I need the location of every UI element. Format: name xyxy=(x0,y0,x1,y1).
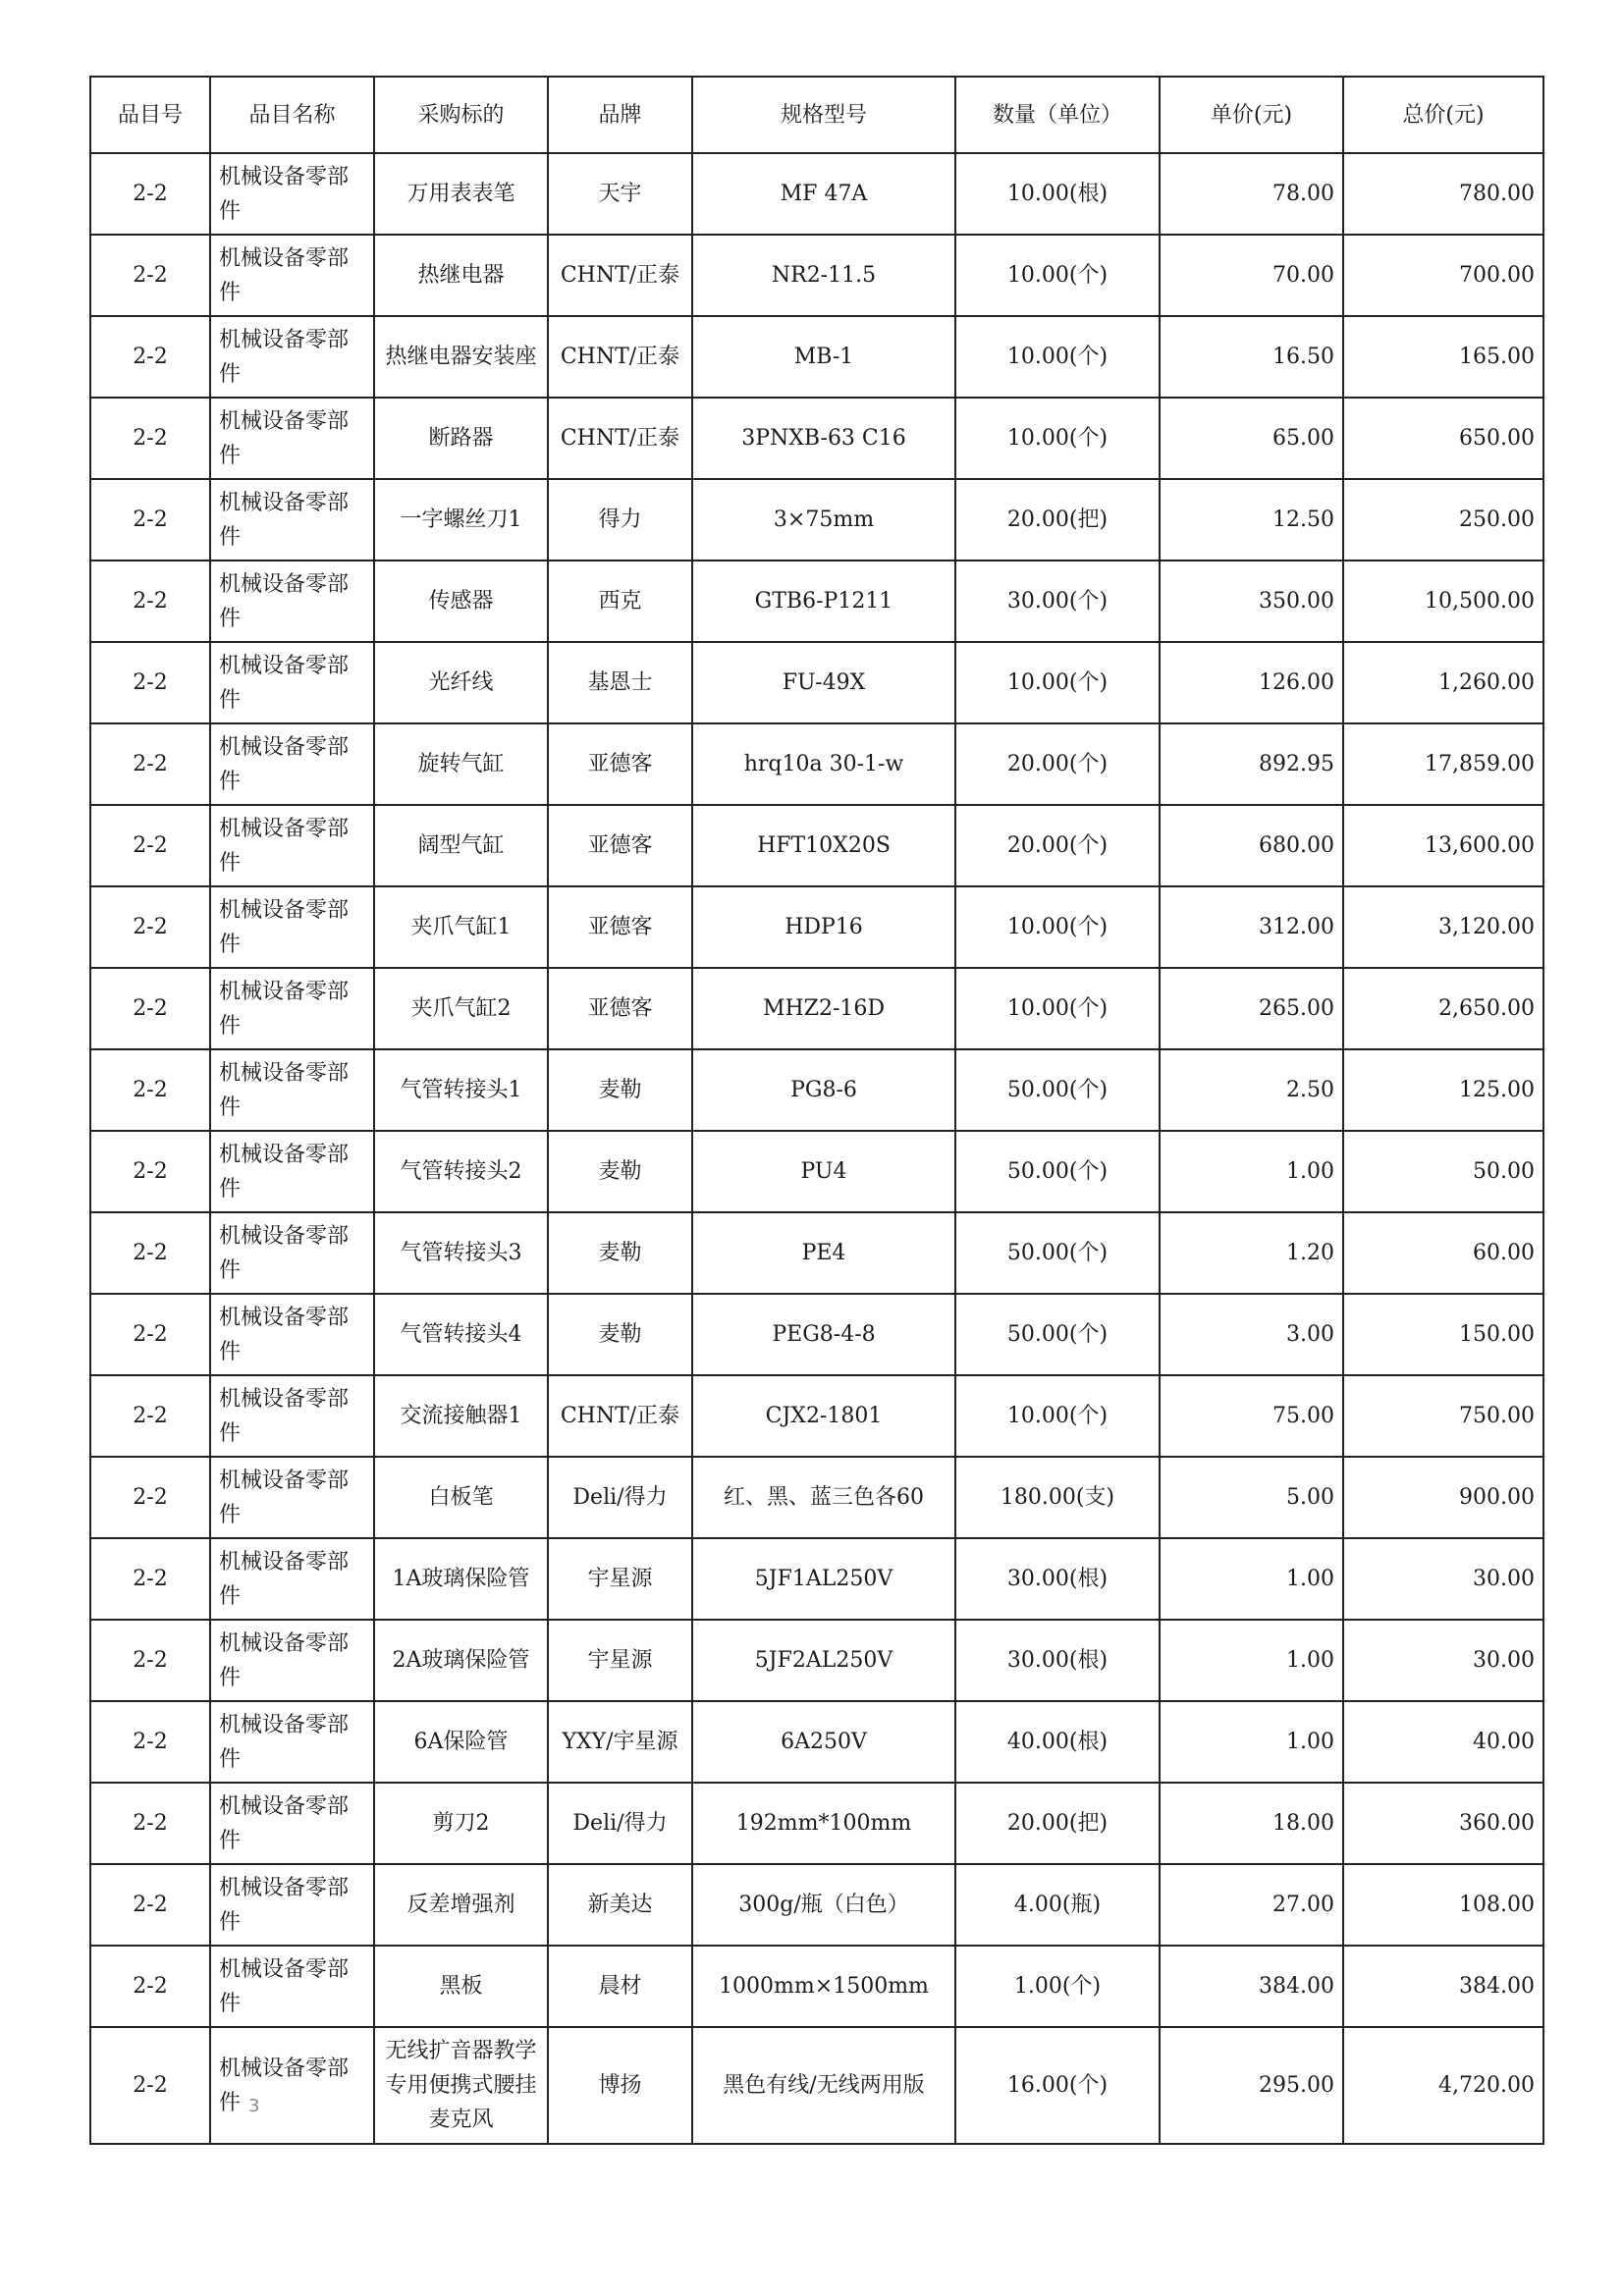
cell-item-name: 机械设备零部件 xyxy=(210,1620,374,1701)
cell-unit-price: 3.00 xyxy=(1160,1294,1343,1375)
cell-unit-price: 1.00 xyxy=(1160,1538,1343,1620)
cell-spec-model: hrq10a 30-1-w xyxy=(692,723,955,805)
cell-brand: 晨材 xyxy=(548,1946,692,2027)
cell-quantity: 1.00(个) xyxy=(955,1946,1160,2027)
header-quantity: 数量（单位） xyxy=(955,77,1160,153)
cell-spec-model: HFT10X20S xyxy=(692,805,955,886)
cell-total-price: 780.00 xyxy=(1343,153,1543,235)
table-row xyxy=(90,316,1543,398)
cell-spec-model: 黑色有线/无线两用版 xyxy=(692,2027,955,2144)
cell-brand: 麦勒 xyxy=(548,1049,692,1131)
cell-procurement-target: 传感器 xyxy=(374,561,548,642)
cell-brand: 宇星源 xyxy=(548,1620,692,1701)
cell-brand: 新美达 xyxy=(548,1864,692,1946)
table-row xyxy=(90,1212,1543,1294)
cell-item-code: 2-2 xyxy=(90,1538,210,1620)
table-row xyxy=(90,642,1543,723)
header-item-name: 品目名称 xyxy=(210,77,374,153)
table-row xyxy=(90,1701,1543,1783)
cell-quantity: 50.00(个) xyxy=(955,1212,1160,1294)
cell-unit-price: 18.00 xyxy=(1160,1783,1343,1864)
page-number: 3 xyxy=(248,2096,260,2116)
cell-brand: 基恩士 xyxy=(548,642,692,723)
table-row xyxy=(90,723,1543,805)
cell-procurement-target: 1A玻璃保险管 xyxy=(374,1538,548,1620)
cell-item-name: 机械设备零部件 xyxy=(210,1212,374,1294)
table-row xyxy=(90,1457,1543,1538)
cell-quantity: 20.00(把) xyxy=(955,1783,1160,1864)
cell-brand: 宇星源 xyxy=(548,1538,692,1620)
cell-item-code: 2-2 xyxy=(90,1049,210,1131)
cell-item-code: 2-2 xyxy=(90,1457,210,1538)
cell-item-name: 机械设备零部件 xyxy=(210,1294,374,1375)
cell-quantity: 20.00(个) xyxy=(955,805,1160,886)
cell-brand: 亚德客 xyxy=(548,886,692,968)
procurement-table xyxy=(89,76,1544,2145)
cell-spec-model: GTB6-P1211 xyxy=(692,561,955,642)
table-row xyxy=(90,561,1543,642)
cell-total-price: 384.00 xyxy=(1343,1946,1543,2027)
cell-total-price: 750.00 xyxy=(1343,1375,1543,1457)
cell-quantity: 30.00(根) xyxy=(955,1620,1160,1701)
cell-total-price: 4,720.00 xyxy=(1343,2027,1543,2144)
cell-spec-model: 5JF1AL250V xyxy=(692,1538,955,1620)
cell-item-name: 机械设备零部件 xyxy=(210,479,374,561)
cell-procurement-target: 夹爪气缸2 xyxy=(374,968,548,1049)
cell-item-name: 机械设备零部件 xyxy=(210,1701,374,1783)
cell-spec-model: PG8-6 xyxy=(692,1049,955,1131)
cell-total-price: 700.00 xyxy=(1343,235,1543,316)
cell-procurement-target: 热继电器安装座 xyxy=(374,316,548,398)
cell-brand: 麦勒 xyxy=(548,1131,692,1212)
cell-brand: Deli/得力 xyxy=(548,1783,692,1864)
cell-unit-price: 1.20 xyxy=(1160,1212,1343,1294)
cell-procurement-target: 黑板 xyxy=(374,1946,548,2027)
cell-unit-price: 12.50 xyxy=(1160,479,1343,561)
cell-quantity: 10.00(个) xyxy=(955,235,1160,316)
cell-procurement-target: 一字螺丝刀1 xyxy=(374,479,548,561)
cell-procurement-target: 气管转接头4 xyxy=(374,1294,548,1375)
cell-item-name: 机械设备零部件 xyxy=(210,968,374,1049)
cell-spec-model: MB-1 xyxy=(692,316,955,398)
table-row xyxy=(90,235,1543,316)
cell-unit-price: 126.00 xyxy=(1160,642,1343,723)
table-row xyxy=(90,398,1543,479)
cell-brand: 博扬 xyxy=(548,2027,692,2144)
cell-item-name: 机械设备零部件 xyxy=(210,1783,374,1864)
cell-unit-price: 27.00 xyxy=(1160,1864,1343,1946)
cell-total-price: 250.00 xyxy=(1343,479,1543,561)
cell-item-name: 机械设备零部件 xyxy=(210,723,374,805)
table-row xyxy=(90,968,1543,1049)
table-row xyxy=(90,1864,1543,1946)
cell-procurement-target: 旋转气缸 xyxy=(374,723,548,805)
cell-quantity: 20.00(个) xyxy=(955,723,1160,805)
cell-quantity: 4.00(瓶) xyxy=(955,1864,1160,1946)
cell-unit-price: 5.00 xyxy=(1160,1457,1343,1538)
cell-unit-price: 2.50 xyxy=(1160,1049,1343,1131)
cell-procurement-target: 白板笔 xyxy=(374,1457,548,1538)
cell-item-name: 机械设备零部件 xyxy=(210,1538,374,1620)
cell-unit-price: 265.00 xyxy=(1160,968,1343,1049)
table-body xyxy=(90,153,1543,2144)
cell-spec-model: PE4 xyxy=(692,1212,955,1294)
cell-item-code: 2-2 xyxy=(90,642,210,723)
cell-unit-price: 16.50 xyxy=(1160,316,1343,398)
cell-item-code: 2-2 xyxy=(90,479,210,561)
cell-spec-model: 红、黑、蓝三色各60 xyxy=(692,1457,955,1538)
table-row xyxy=(90,1294,1543,1375)
cell-quantity: 50.00(个) xyxy=(955,1049,1160,1131)
cell-spec-model: PEG8-4-8 xyxy=(692,1294,955,1375)
cell-procurement-target: 气管转接头1 xyxy=(374,1049,548,1131)
cell-item-code: 2-2 xyxy=(90,1783,210,1864)
cell-item-name: 机械设备零部件 xyxy=(210,2027,374,2144)
cell-item-code: 2-2 xyxy=(90,235,210,316)
cell-procurement-target: 阔型气缸 xyxy=(374,805,548,886)
cell-quantity: 30.00(根) xyxy=(955,1538,1160,1620)
table-row xyxy=(90,1049,1543,1131)
cell-item-code: 2-2 xyxy=(90,1212,210,1294)
cell-item-code: 2-2 xyxy=(90,398,210,479)
cell-item-name: 机械设备零部件 xyxy=(210,1131,374,1212)
table-row xyxy=(90,805,1543,886)
cell-quantity: 10.00(个) xyxy=(955,316,1160,398)
cell-item-name: 机械设备零部件 xyxy=(210,805,374,886)
cell-procurement-target: 剪刀2 xyxy=(374,1783,548,1864)
cell-procurement-target: 6A保险管 xyxy=(374,1701,548,1783)
cell-item-code: 2-2 xyxy=(90,1864,210,1946)
cell-total-price: 13,600.00 xyxy=(1343,805,1543,886)
table-row xyxy=(90,1538,1543,1620)
table-row xyxy=(90,479,1543,561)
cell-total-price: 50.00 xyxy=(1343,1131,1543,1212)
cell-unit-price: 312.00 xyxy=(1160,886,1343,968)
header-spec-model: 规格型号 xyxy=(692,77,955,153)
cell-item-code: 2-2 xyxy=(90,723,210,805)
cell-item-name: 机械设备零部件 xyxy=(210,1946,374,2027)
cell-procurement-target: 气管转接头3 xyxy=(374,1212,548,1294)
cell-unit-price: 75.00 xyxy=(1160,1375,1343,1457)
cell-procurement-target: 反差增强剂 xyxy=(374,1864,548,1946)
cell-item-code: 2-2 xyxy=(90,316,210,398)
cell-item-code: 2-2 xyxy=(90,153,210,235)
cell-item-name: 机械设备零部件 xyxy=(210,316,374,398)
cell-quantity: 20.00(把) xyxy=(955,479,1160,561)
cell-item-name: 机械设备零部件 xyxy=(210,886,374,968)
table-row xyxy=(90,1131,1543,1212)
cell-brand: CHNT/正泰 xyxy=(548,235,692,316)
cell-total-price: 30.00 xyxy=(1343,1538,1543,1620)
cell-brand: 亚德客 xyxy=(548,723,692,805)
cell-quantity: 10.00(根) xyxy=(955,153,1160,235)
cell-item-code: 2-2 xyxy=(90,1375,210,1457)
cell-item-code: 2-2 xyxy=(90,1131,210,1212)
cell-spec-model: MF 47A xyxy=(692,153,955,235)
cell-total-price: 360.00 xyxy=(1343,1783,1543,1864)
cell-item-name: 机械设备零部件 xyxy=(210,398,374,479)
cell-brand: 亚德客 xyxy=(548,968,692,1049)
table-row xyxy=(90,1783,1543,1864)
cell-total-price: 900.00 xyxy=(1343,1457,1543,1538)
cell-spec-model: 1000mm×1500mm xyxy=(692,1946,955,2027)
cell-total-price: 40.00 xyxy=(1343,1701,1543,1783)
cell-item-code: 2-2 xyxy=(90,968,210,1049)
cell-brand: 得力 xyxy=(548,479,692,561)
cell-item-name: 机械设备零部件 xyxy=(210,1049,374,1131)
cell-brand: YXY/宇星源 xyxy=(548,1701,692,1783)
cell-spec-model: 192mm*100mm xyxy=(692,1783,955,1864)
cell-item-code: 2-2 xyxy=(90,886,210,968)
cell-procurement-target: 2A玻璃保险管 xyxy=(374,1620,548,1701)
cell-procurement-target: 光纤线 xyxy=(374,642,548,723)
cell-item-name: 机械设备零部件 xyxy=(210,642,374,723)
cell-total-price: 30.00 xyxy=(1343,1620,1543,1701)
cell-spec-model: 5JF2AL250V xyxy=(692,1620,955,1701)
cell-procurement-target: 交流接触器1 xyxy=(374,1375,548,1457)
cell-spec-model: 3PNXB-63 C16 xyxy=(692,398,955,479)
cell-total-price: 1,260.00 xyxy=(1343,642,1543,723)
cell-quantity: 50.00(个) xyxy=(955,1131,1160,1212)
cell-total-price: 165.00 xyxy=(1343,316,1543,398)
cell-brand: Deli/得力 xyxy=(548,1457,692,1538)
cell-brand: CHNT/正泰 xyxy=(548,398,692,479)
cell-unit-price: 65.00 xyxy=(1160,398,1343,479)
cell-quantity: 10.00(个) xyxy=(955,886,1160,968)
cell-brand: 西克 xyxy=(548,561,692,642)
table-row xyxy=(90,1375,1543,1457)
cell-item-name: 机械设备零部件 xyxy=(210,1375,374,1457)
cell-total-price: 10,500.00 xyxy=(1343,561,1543,642)
table-header-row xyxy=(90,77,1543,153)
cell-brand: CHNT/正泰 xyxy=(548,1375,692,1457)
cell-quantity: 40.00(根) xyxy=(955,1701,1160,1783)
cell-procurement-target: 气管转接头2 xyxy=(374,1131,548,1212)
cell-spec-model: 6A250V xyxy=(692,1701,955,1783)
cell-spec-model: 3×75mm xyxy=(692,479,955,561)
cell-quantity: 16.00(个) xyxy=(955,2027,1160,2144)
cell-brand: 亚德客 xyxy=(548,805,692,886)
cell-quantity: 180.00(支) xyxy=(955,1457,1160,1538)
cell-total-price: 125.00 xyxy=(1343,1049,1543,1131)
cell-unit-price: 70.00 xyxy=(1160,235,1343,316)
cell-item-code: 2-2 xyxy=(90,1294,210,1375)
cell-spec-model: HDP16 xyxy=(692,886,955,968)
cell-total-price: 17,859.00 xyxy=(1343,723,1543,805)
cell-total-price: 108.00 xyxy=(1343,1864,1543,1946)
cell-total-price: 60.00 xyxy=(1343,1212,1543,1294)
cell-unit-price: 350.00 xyxy=(1160,561,1343,642)
header-unit-price: 单价(元) xyxy=(1160,77,1343,153)
cell-unit-price: 892.95 xyxy=(1160,723,1343,805)
cell-brand: 麦勒 xyxy=(548,1212,692,1294)
cell-unit-price: 680.00 xyxy=(1160,805,1343,886)
cell-total-price: 150.00 xyxy=(1343,1294,1543,1375)
table-row xyxy=(90,2027,1543,2144)
table-row xyxy=(90,1620,1543,1701)
cell-item-code: 2-2 xyxy=(90,2027,210,2144)
cell-total-price: 2,650.00 xyxy=(1343,968,1543,1049)
cell-unit-price: 1.00 xyxy=(1160,1620,1343,1701)
cell-total-price: 650.00 xyxy=(1343,398,1543,479)
cell-quantity: 50.00(个) xyxy=(955,1294,1160,1375)
cell-item-name: 机械设备零部件 xyxy=(210,235,374,316)
header-total-price: 总价(元) xyxy=(1343,77,1543,153)
cell-item-name: 机械设备零部件 xyxy=(210,1457,374,1538)
cell-procurement-target: 热继电器 xyxy=(374,235,548,316)
cell-quantity: 10.00(个) xyxy=(955,642,1160,723)
cell-brand: CHNT/正泰 xyxy=(548,316,692,398)
cell-item-code: 2-2 xyxy=(90,1946,210,2027)
table-row xyxy=(90,886,1543,968)
cell-item-name: 机械设备零部件 xyxy=(210,153,374,235)
cell-quantity: 10.00(个) xyxy=(955,1375,1160,1457)
cell-spec-model: FU-49X xyxy=(692,642,955,723)
cell-unit-price: 1.00 xyxy=(1160,1701,1343,1783)
cell-unit-price: 78.00 xyxy=(1160,153,1343,235)
cell-unit-price: 384.00 xyxy=(1160,1946,1343,2027)
cell-spec-model: 300g/瓶（白色） xyxy=(692,1864,955,1946)
cell-procurement-target: 无线扩音器教学专用便携式腰挂麦克风 xyxy=(374,2027,548,2144)
cell-unit-price: 295.00 xyxy=(1160,2027,1343,2144)
cell-spec-model: MHZ2-16D xyxy=(692,968,955,1049)
cell-procurement-target: 断路器 xyxy=(374,398,548,479)
cell-item-code: 2-2 xyxy=(90,1620,210,1701)
cell-quantity: 30.00(个) xyxy=(955,561,1160,642)
header-item-code: 品目号 xyxy=(90,77,210,153)
cell-spec-model: NR2-11.5 xyxy=(692,235,955,316)
cell-item-name: 机械设备零部件 xyxy=(210,561,374,642)
cell-procurement-target: 万用表表笔 xyxy=(374,153,548,235)
cell-spec-model: CJX2-1801 xyxy=(692,1375,955,1457)
header-brand: 品牌 xyxy=(548,77,692,153)
cell-quantity: 10.00(个) xyxy=(955,968,1160,1049)
cell-item-code: 2-2 xyxy=(90,805,210,886)
table-row xyxy=(90,153,1543,235)
cell-procurement-target: 夹爪气缸1 xyxy=(374,886,548,968)
header-procurement-target: 采购标的 xyxy=(374,77,548,153)
cell-item-code: 2-2 xyxy=(90,561,210,642)
table-row xyxy=(90,1946,1543,2027)
cell-quantity: 10.00(个) xyxy=(955,398,1160,479)
cell-brand: 麦勒 xyxy=(548,1294,692,1375)
cell-spec-model: PU4 xyxy=(692,1131,955,1212)
cell-total-price: 3,120.00 xyxy=(1343,886,1543,968)
cell-brand: 天宇 xyxy=(548,153,692,235)
cell-item-name: 机械设备零部件 xyxy=(210,1864,374,1946)
cell-item-code: 2-2 xyxy=(90,1701,210,1783)
cell-unit-price: 1.00 xyxy=(1160,1131,1343,1212)
